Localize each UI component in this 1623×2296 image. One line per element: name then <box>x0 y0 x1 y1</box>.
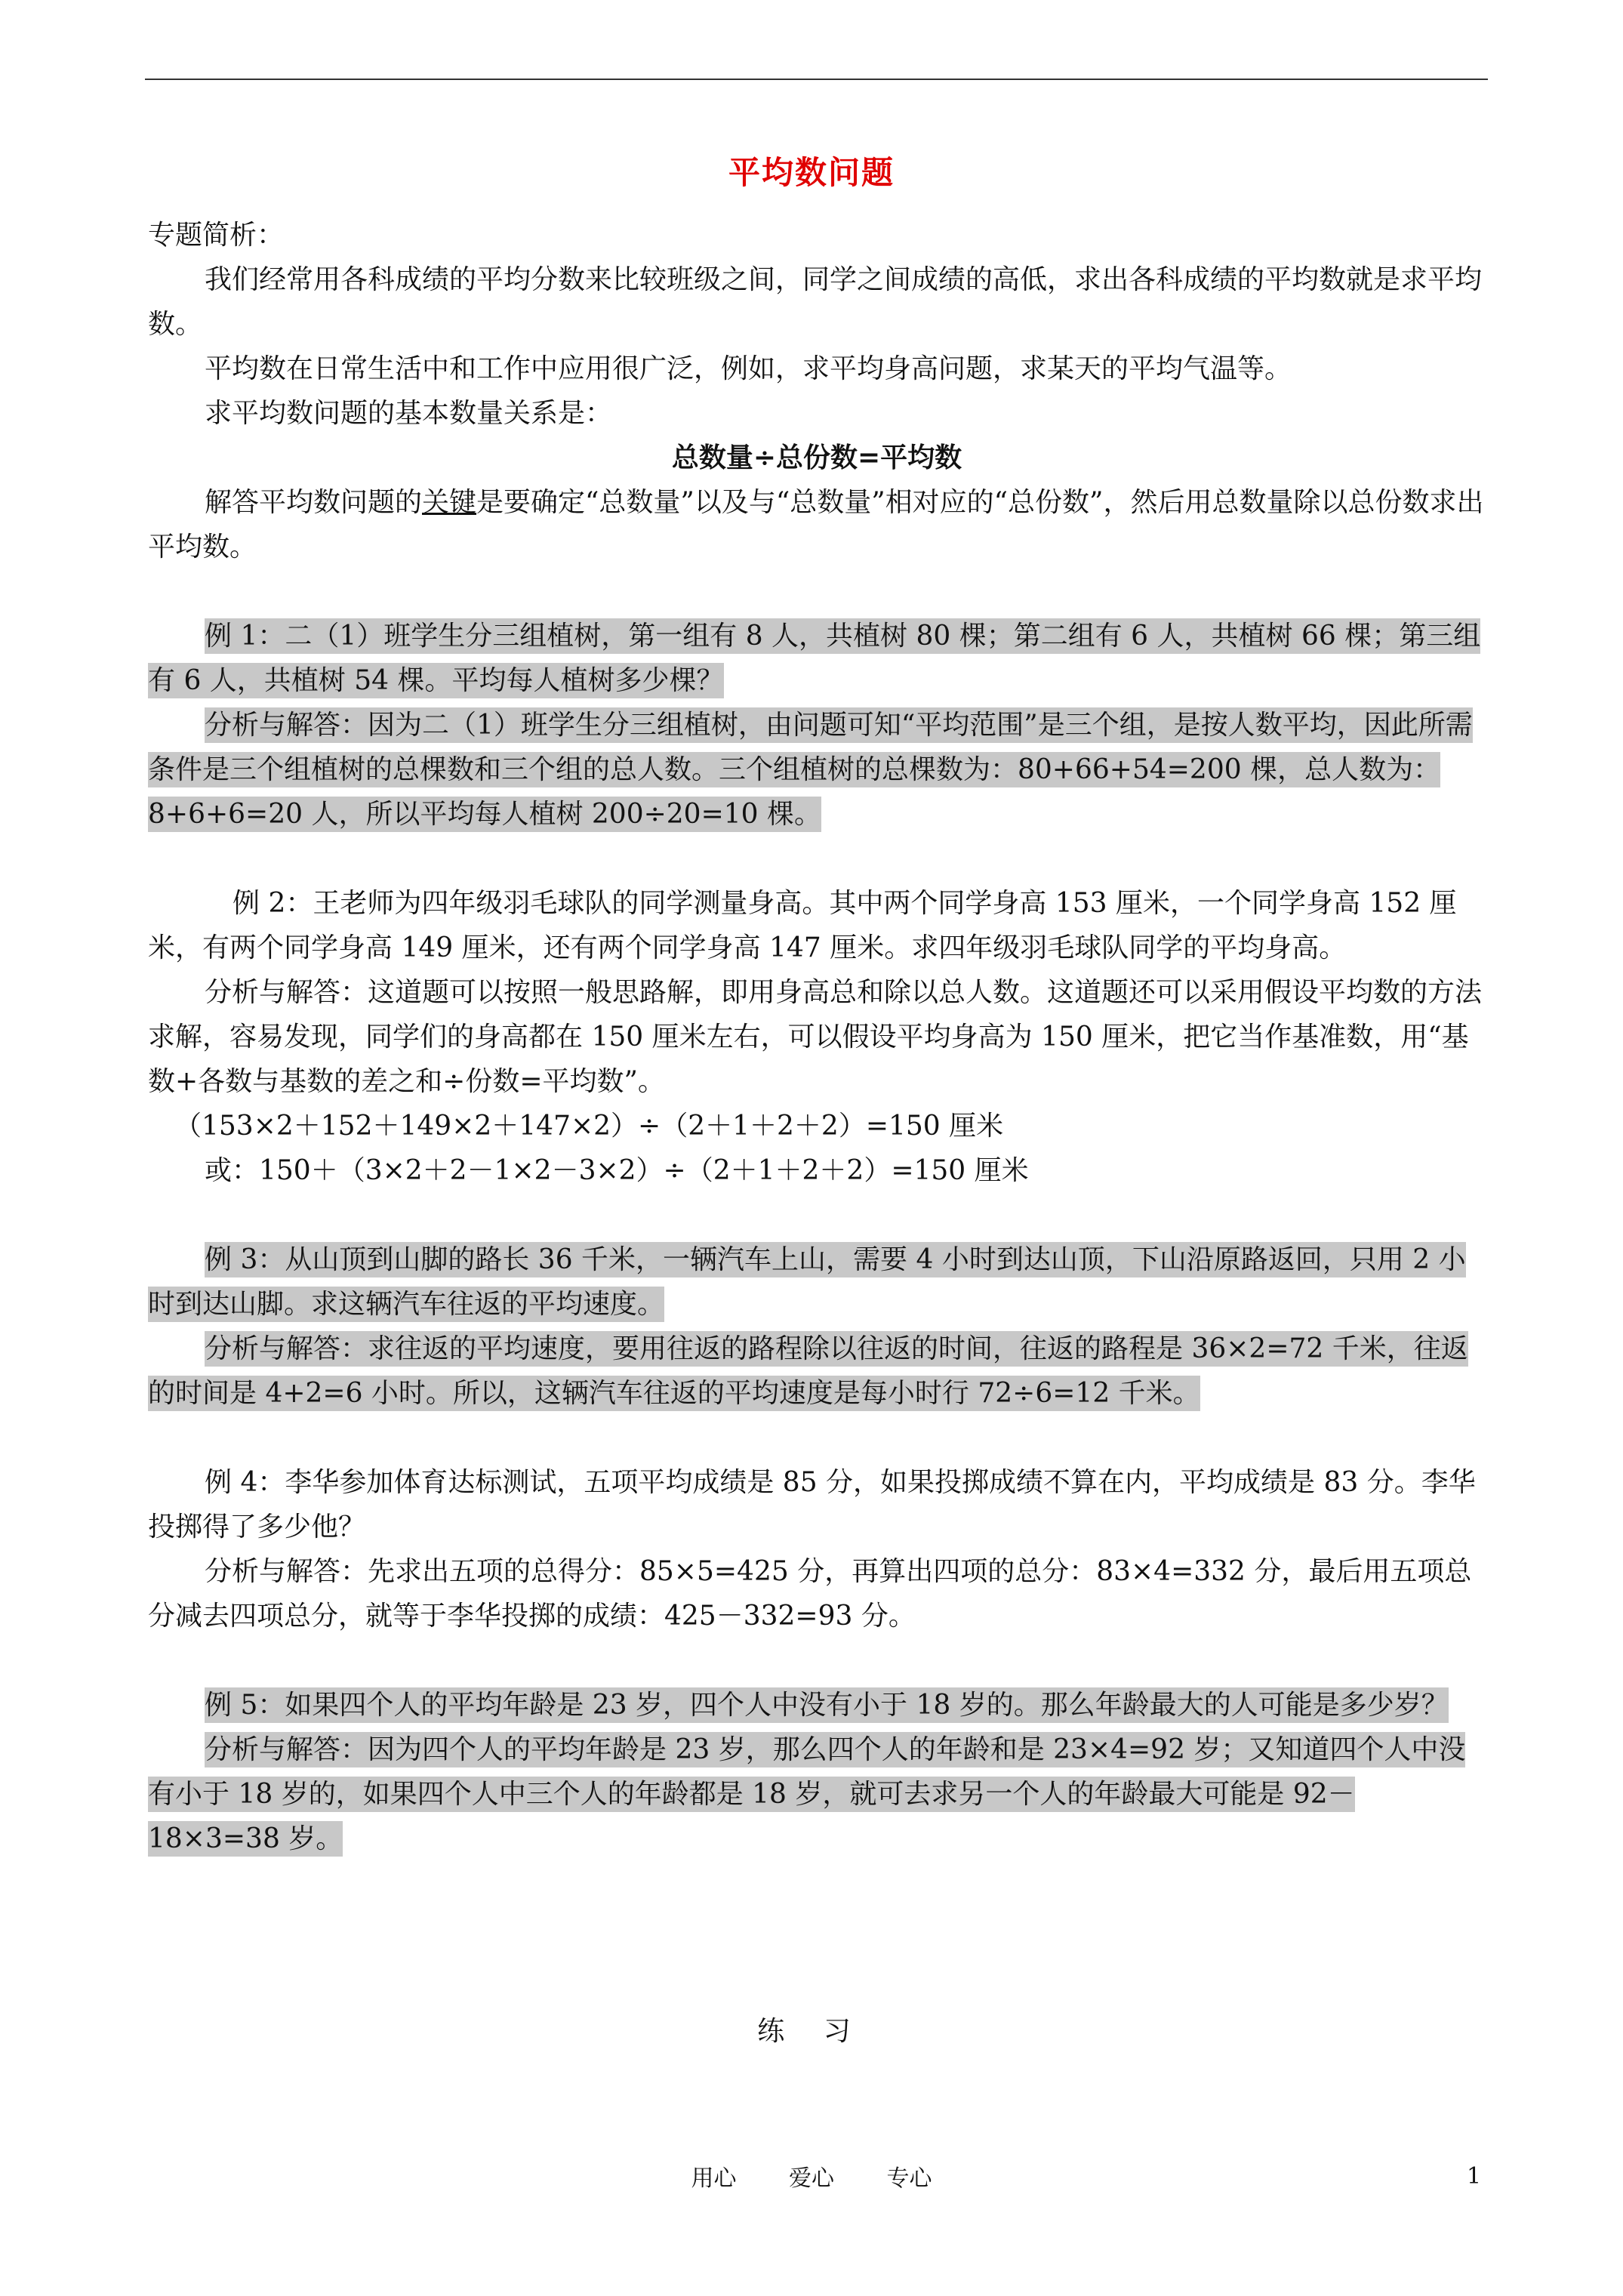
example-5-answer <box>148 1727 1486 1861</box>
spacer <box>148 1638 1486 1683</box>
page-footer: 用心 爱心 专心 <box>691 2165 932 2192</box>
example-5-question <box>148 1683 1486 1727</box>
example-3-question <box>148 1237 1486 1327</box>
formula: 总数量÷总份数=平均数 <box>671 442 962 473</box>
intro-paragraph-1: 我们经常用各科成绩的平均分数来比较班级之间，同学之间成绩的高低，求出各科成绩的平均数就是求平均数。 <box>148 264 1483 340</box>
example-2-question: 例 2：王老师为四年级羽毛球队的同学测量身高。其中两个同学身高 153 厘米，一个同学身高 152 厘米，有两个同学身高 149 厘米，还有两个同学身高 147 厘米。求四年级羽毛球队同学的平均身高。 <box>148 888 1457 963</box>
spacer <box>148 569 1486 614</box>
keyword-link[interactable]: 关键 <box>422 487 477 518</box>
example-2-answer: 分析与解答：这道题可以按照一般思路解，即用身高总和除以总人数。这道题还可以采用假设平均数的方法求解，容易发现，同学们的身高都在 150 厘米左右，可以假设平均身高为 150 厘米，把它当作基准数，用“基数+各数与基数的差之和÷份数=平均数”。 <box>148 977 1483 1097</box>
example-5-answer-text: 分析与解答：因为四个人的平均年龄是 23 岁，那么四个人的年龄和是 23×4=92 岁；又知道四个人中没有小于 18 岁的，如果四个人中三个人的年龄都是 18 岁，就可去求另一个人的年龄最大可能是 92－18×3=38 岁。 <box>148 1732 1465 1857</box>
example-1-answer <box>148 703 1486 837</box>
example-3-answer-text: 分析与解答：求往返的平均速度，要用往返的路程除以往返的时间，往返的路程是 36×2=72 千米，往返的时间是 4+2=6 小时。所以，这辆汽车往返的平均速度是每小时行 72÷6=12 千米。 <box>148 1331 1468 1411</box>
page-title: 平均数问题 <box>728 154 895 191</box>
example-1-question-text: 例 1：二（1）班学生分三组植树，第一组有 8 人，共植树 80 棵；第二组有 6 人，共植树 66 棵；第三组有 6 人，共植树 54 棵。平均每人植树多少棵？ <box>148 618 1480 698</box>
intro-p4-start: 解答平均数问题的 <box>205 487 423 518</box>
example-3-question-text: 例 3：从山顶到山脚的路长 36 千米，一辆汽车上山，需要 4 小时到达山顶，下山沿原路返回，只用 2 小时到达山脚。求这辆汽车往返的平均速度。 <box>148 1242 1466 1322</box>
document-body <box>148 213 1486 1861</box>
example-4-question: 例 4：李华参加体育达标测试，五项平均成绩是 85 分，如果投掷成绩不算在内，平均成绩是 83 分。李华投掷得了多少他？ <box>148 1467 1476 1542</box>
intro-heading: 专题简析： <box>148 220 285 251</box>
practice-heading: 练 习 <box>757 2016 866 2047</box>
example-1-answer-text: 分析与解答：因为二（1）班学生分三组植树，由问题可知“平均范围”是三个组，是按人数平均，因此所需条件是三个组植树的总棵数和三个组的总人数。三个组植树的总棵数为：80+66+54=200 棵，总人数为：8+6+6=20 人，所以平均每人植树 200÷20=10 棵。 <box>148 707 1473 832</box>
spacer <box>148 1416 1486 1460</box>
example-1-question <box>148 614 1486 703</box>
intro-paragraph-3: 求平均数问题的基本数量关系是： <box>205 398 613 429</box>
spacer <box>148 1193 1486 1237</box>
example-5-question-text: 例 5：如果四个人的平均年龄是 23 岁，四个人中没有小于 18 岁的。那么年龄最大的人可能是多少岁？ <box>205 1687 1449 1723</box>
example-2-calc-1: （153×2＋152＋149×2＋147×2）÷（2＋1＋2＋2）=150 厘米 <box>174 1111 1004 1142</box>
spacer <box>148 837 1486 881</box>
header-rule <box>145 79 1488 80</box>
intro-paragraph-4 <box>148 480 1486 569</box>
example-2-calc-2: 或：150＋（3×2＋2－1×2－3×2）÷（2＋1＋2＋2）=150 厘米 <box>205 1155 1029 1186</box>
intro-paragraph-2: 平均数在日常生活中和工作中应用很广泛，例如，求平均身高问题，求某天的平均气温等。 <box>205 353 1292 384</box>
page-number: 1 <box>1467 2163 1482 2190</box>
example-4-answer: 分析与解答：先求出五项的总得分：85×5=425 分，再算出四项的总分：83×4=332 分，最后用五项总分减去四项总分，就等于李华投掷的成绩：425－332=93 分。 <box>148 1556 1472 1632</box>
example-3-answer <box>148 1327 1486 1416</box>
intro-p4-end: 是要确定“总数量”以及与“总数量”相对应的“总份数”，然后用总数量除以总份数求出平均数。 <box>148 487 1484 562</box>
